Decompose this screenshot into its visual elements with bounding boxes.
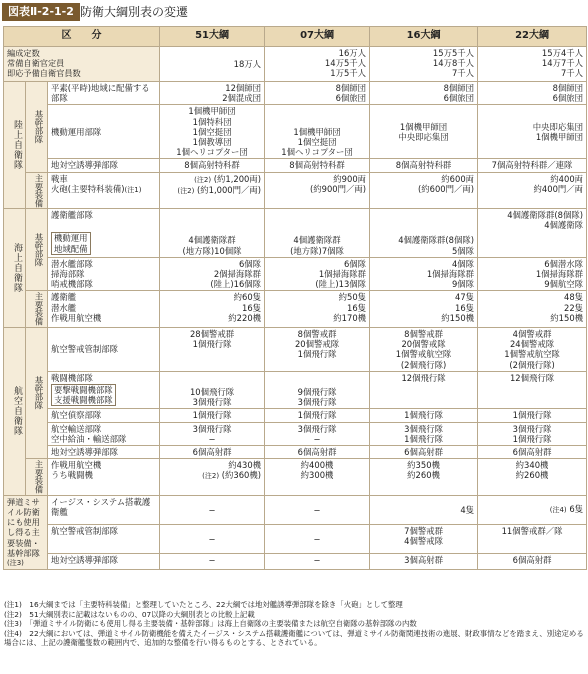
group-soubi: 主要装備 xyxy=(26,172,48,209)
table-row xyxy=(4,105,587,159)
cell-value: 1個飛行隊 xyxy=(370,409,478,422)
row-label xyxy=(48,291,160,328)
cell-value: 3個飛行隊 − xyxy=(160,422,265,445)
col-header-16: 16大綱 xyxy=(370,27,478,47)
cell-value: 約900両 (約900門／両) xyxy=(265,172,370,209)
section-bmd-name: 弾道ミサイル防衛にも使用し得る主要装備・基幹部隊 xyxy=(7,496,40,558)
col-header-51: 51大綱 xyxy=(160,27,265,47)
col-header-22: 22大綱 xyxy=(478,27,587,47)
cell-value: 12個飛行隊 xyxy=(478,371,587,409)
cell-value: 1個飛行隊 xyxy=(160,409,265,422)
table-row xyxy=(4,47,587,82)
table-row xyxy=(4,159,587,172)
row-label: 哨戒機部隊 xyxy=(51,279,93,290)
cell-value: 3個飛行隊 1個飛行隊 xyxy=(370,422,478,445)
table-row xyxy=(4,327,587,371)
cell-value: 約60隻 16隻 約220機 xyxy=(160,291,265,328)
cell-value: 6個高射群 xyxy=(478,446,587,459)
table-row xyxy=(4,257,587,291)
row-label: 潜水艦部隊 xyxy=(51,258,93,269)
personnel-labels xyxy=(4,47,160,82)
cell-value: 約350機 約260機 xyxy=(370,459,478,496)
cell-value: 6個潜水隊 1個掃海隊群 9個航空隊 xyxy=(478,257,587,291)
cell-value: 6個高射群 xyxy=(265,446,370,459)
cell-value: 4個警戒群 24個警戒隊 1個警戒航空隊 (2個飛行隊) xyxy=(478,327,587,371)
category-header: 区 分 xyxy=(4,27,160,47)
cell-value: 48隻 22隻 約150機 xyxy=(478,291,587,328)
row-sublabel: 要撃戦闘機部隊 xyxy=(54,384,113,395)
table-row xyxy=(4,371,587,409)
cell-value: 4個護衛隊群 (地方隊)10個隊 xyxy=(160,209,265,258)
row-label: うち戦闘機 xyxy=(51,470,93,481)
footnote: (注1) 16大綱までは「主要特科装備」と整理していたところ、22大綱では地対艦誘導弾部隊を除き「火砲」として整理 xyxy=(4,600,403,609)
cell-value: 1個機甲師団 中央即応集団 xyxy=(370,105,478,159)
table-header-row xyxy=(4,27,587,47)
table-row xyxy=(4,553,587,569)
row-label xyxy=(48,459,160,496)
figure-label: 図表Ⅱ-2-1-2 xyxy=(2,3,80,21)
cell-value: 約400両 約400門／両 xyxy=(478,172,587,209)
row-label: 編成定数 xyxy=(7,48,40,58)
cell-value: 約430機 xyxy=(228,460,262,471)
cell-value: 8個高射特科群 xyxy=(370,159,478,172)
cell-value: 1個機甲師団 1個特科団 1個空挺団 1個教導団 1個ヘリコプター団 xyxy=(160,105,265,159)
cell-value: 7個警戒群 4個警戒隊 xyxy=(370,524,478,553)
footnote: (注3) 「弾道ミサイル防衛にも使用し得る主要装備・基幹部隊」は海上自衛隊の主要装備または航空自衛隊の基幹部隊の内数 xyxy=(4,619,417,629)
cell-value: 3個飛行隊 1個飛行隊 xyxy=(478,422,587,445)
cell-value: 4個護衛隊群 (地方隊)7個隊 xyxy=(265,209,370,258)
cell-value: 1個機甲師団 1個空挺団 1個ヘリコプター団 xyxy=(265,105,370,159)
group-kikan: 基幹部隊 xyxy=(26,82,48,173)
figure-header xyxy=(0,0,588,26)
table-row xyxy=(4,409,587,422)
cell-value: 8個警戒群 20個警戒隊 1個飛行隊 xyxy=(265,327,370,371)
cell-value: 15万5千人 14万8千人 7千人 xyxy=(370,47,478,82)
note-ref: (注2) xyxy=(194,175,212,184)
row-label: 作戦用航空機 xyxy=(51,460,102,471)
row-label: 航空偵察部隊 xyxy=(48,409,160,422)
cell-value xyxy=(160,172,265,209)
table-row xyxy=(4,209,587,258)
row-label: 航空輸送部隊 xyxy=(51,423,102,434)
row-label: 戦車 xyxy=(51,173,68,184)
cell-value: − xyxy=(265,495,370,524)
cell-value: 4個隊 1個掃海隊群 9個隊 xyxy=(370,257,478,291)
cell-value: 6個隊 1個掃海隊群 (陸上)13個隊 xyxy=(265,257,370,291)
row-label: 空中給油・輸送部隊 xyxy=(51,433,127,444)
note-ref: (注2) xyxy=(177,186,195,195)
group-kikan: 基幹部隊 xyxy=(26,209,48,291)
note-ref: (注1) xyxy=(124,185,142,194)
cell-value: 6隻 xyxy=(569,504,584,515)
cell-value: 1個飛行隊 xyxy=(478,409,587,422)
cell-value: (約360機) xyxy=(221,470,262,481)
cell-value: 12個飛行隊 xyxy=(370,371,478,409)
cell-value: 4個護衛隊群(8個隊) 4個護衛隊 xyxy=(478,209,587,258)
row-label: 護衛艦部隊 xyxy=(51,210,93,221)
cell-value: 6個高射群 xyxy=(370,446,478,459)
cell-value: 12個師団 2個混成団 xyxy=(160,82,265,105)
row-label: 航空警戒管制部隊 xyxy=(48,524,160,553)
cell-value: 約400機 約300機 xyxy=(265,459,370,496)
row-label: イージス・システム搭載護衛艦 xyxy=(48,495,160,524)
table-row xyxy=(4,82,587,105)
footnote: (注4) 22大綱においては、弾道ミサイル防衛機能を備えたイージス・システム搭載護衛艦については、弾道ミサイル防衛関連技術の進展、財政事情などを踏まえ、別途定める場合には、上記の護衛艦隻数の範囲内で、追加的な整備を行い得るものとする、とされている。 xyxy=(4,628,584,648)
cell-value: 6個高射群 xyxy=(478,553,587,569)
cell-value: 11個警戒群／隊 xyxy=(478,524,587,553)
cell-value: 28個警戒群 1個飛行隊 xyxy=(160,327,265,371)
table-row xyxy=(4,495,587,524)
row-label: 火砲(主要特科装備) xyxy=(51,183,125,194)
cell-value: 15万4千人 14万7千人 7千人 xyxy=(478,47,587,82)
row-sublabel: 機動運用 xyxy=(54,233,88,244)
cell-value: 6個隊 2個掃海隊群 (陸上)16個隊 xyxy=(160,257,265,291)
cell-value: − xyxy=(160,553,265,569)
group-soubi: 主要装備 xyxy=(26,459,48,496)
figure-title: 防衛大綱別表の変遷 xyxy=(80,5,189,19)
row-label: 戦闘機部隊 xyxy=(51,372,93,383)
comparison-table xyxy=(3,26,587,570)
row-label xyxy=(48,209,160,258)
row-label: 地対空誘導弾部隊 xyxy=(48,553,160,569)
footnote: (注2) 51大綱別表に記載はないものの、07以降の大綱別表との比較上記載 xyxy=(4,609,255,619)
cell-value: (約1,200両) xyxy=(213,173,262,184)
cell-value: 8個師団 6個旅団 xyxy=(265,82,370,105)
row-label: 即応予備自衛官員数 xyxy=(7,68,81,79)
cell-value: 3個高射群 xyxy=(370,553,478,569)
row-label: 地対空誘導弾部隊 xyxy=(48,159,160,172)
cell-value: 18万人 xyxy=(160,47,265,82)
cell-value: 約600両 (約600門／両) xyxy=(370,172,478,209)
cell-value: 中央即応集団 1個機甲師団 xyxy=(478,105,587,159)
cell-value: 8個師団 6個旅団 xyxy=(478,82,587,105)
cell-value: 4隻 xyxy=(370,495,478,524)
table-row xyxy=(4,524,587,553)
note-ref: (注2) xyxy=(202,472,220,481)
row-label: 平素(平時)地域に配備する部隊 xyxy=(48,82,160,105)
cell-value: 8個師団 6個旅団 xyxy=(370,82,478,105)
row-sublabel: 支援戦闘機部隊 xyxy=(54,395,113,406)
table-row xyxy=(4,291,587,328)
cell-value xyxy=(160,459,265,496)
cell-value: 約50隻 16隻 約170機 xyxy=(265,291,370,328)
row-label xyxy=(48,257,160,291)
group-soubi: 主要装備 xyxy=(26,291,48,328)
col-header-07: 07大綱 xyxy=(265,27,370,47)
cell-value: 3個飛行隊 − xyxy=(265,422,370,445)
section-asdf: 航空自衛隊 xyxy=(4,327,26,495)
row-label xyxy=(48,422,160,445)
cell-value: 7個高射特科群／連隊 xyxy=(478,159,587,172)
row-label: 常備自衛官定員 xyxy=(7,58,65,69)
cell-value: 8個高射特科群 xyxy=(160,159,265,172)
row-label: 潜水艦 xyxy=(51,302,77,313)
cell-value: − xyxy=(265,553,370,569)
section-bmd xyxy=(4,495,48,569)
group-kikan: 基幹部隊 xyxy=(26,327,48,458)
cell-value: 6個高射群 xyxy=(160,446,265,459)
section-gsdf: 陸上自衛隊 xyxy=(4,82,26,209)
table-row xyxy=(4,446,587,459)
cell-value: 47隻 16隻 約150機 xyxy=(370,291,478,328)
cell-value: 10個飛行隊 3個飛行隊 xyxy=(160,371,265,409)
row-label xyxy=(48,371,160,409)
footnotes xyxy=(4,600,584,648)
row-label xyxy=(48,172,160,209)
cell-value: 9個飛行隊 3個飛行隊 xyxy=(265,371,370,409)
row-label: 護衛艦 xyxy=(51,292,77,303)
cell-value: − xyxy=(160,524,265,553)
table-row xyxy=(4,422,587,445)
row-label: 作戦用航空機 xyxy=(51,312,102,323)
table-row xyxy=(4,459,587,496)
cell-value: 16万人 14万5千人 1万5千人 xyxy=(265,47,370,82)
cell-value: (約1,000門／両) xyxy=(197,184,262,195)
row-sublabel: 地域配備 xyxy=(54,243,88,254)
note-ref: (注4) xyxy=(549,506,567,515)
cell-value xyxy=(478,495,587,524)
row-label: 航空警戒管制部隊 xyxy=(48,327,160,371)
note-ref: (注3) xyxy=(7,558,24,567)
row-label: 掃海部隊 xyxy=(51,269,85,279)
cell-value: 1個飛行隊 xyxy=(265,409,370,422)
row-label: 機動運用部隊 xyxy=(48,105,160,159)
section-msdf: 海上自衛隊 xyxy=(4,209,26,328)
cell-value: − xyxy=(160,495,265,524)
subunit-box xyxy=(51,232,91,254)
cell-value: − xyxy=(265,524,370,553)
cell-value: 約340機 約260機 xyxy=(478,459,587,496)
cell-value: 4個護衛隊群(8個隊) 5個隊 xyxy=(370,209,478,258)
cell-value: 8個高射特科群 xyxy=(265,159,370,172)
subunit-box xyxy=(51,384,116,406)
row-label: 地対空誘導弾部隊 xyxy=(48,446,160,459)
cell-value: 8個警戒群 20個警戒隊 1個警戒航空隊 (2個飛行隊) xyxy=(370,327,478,371)
